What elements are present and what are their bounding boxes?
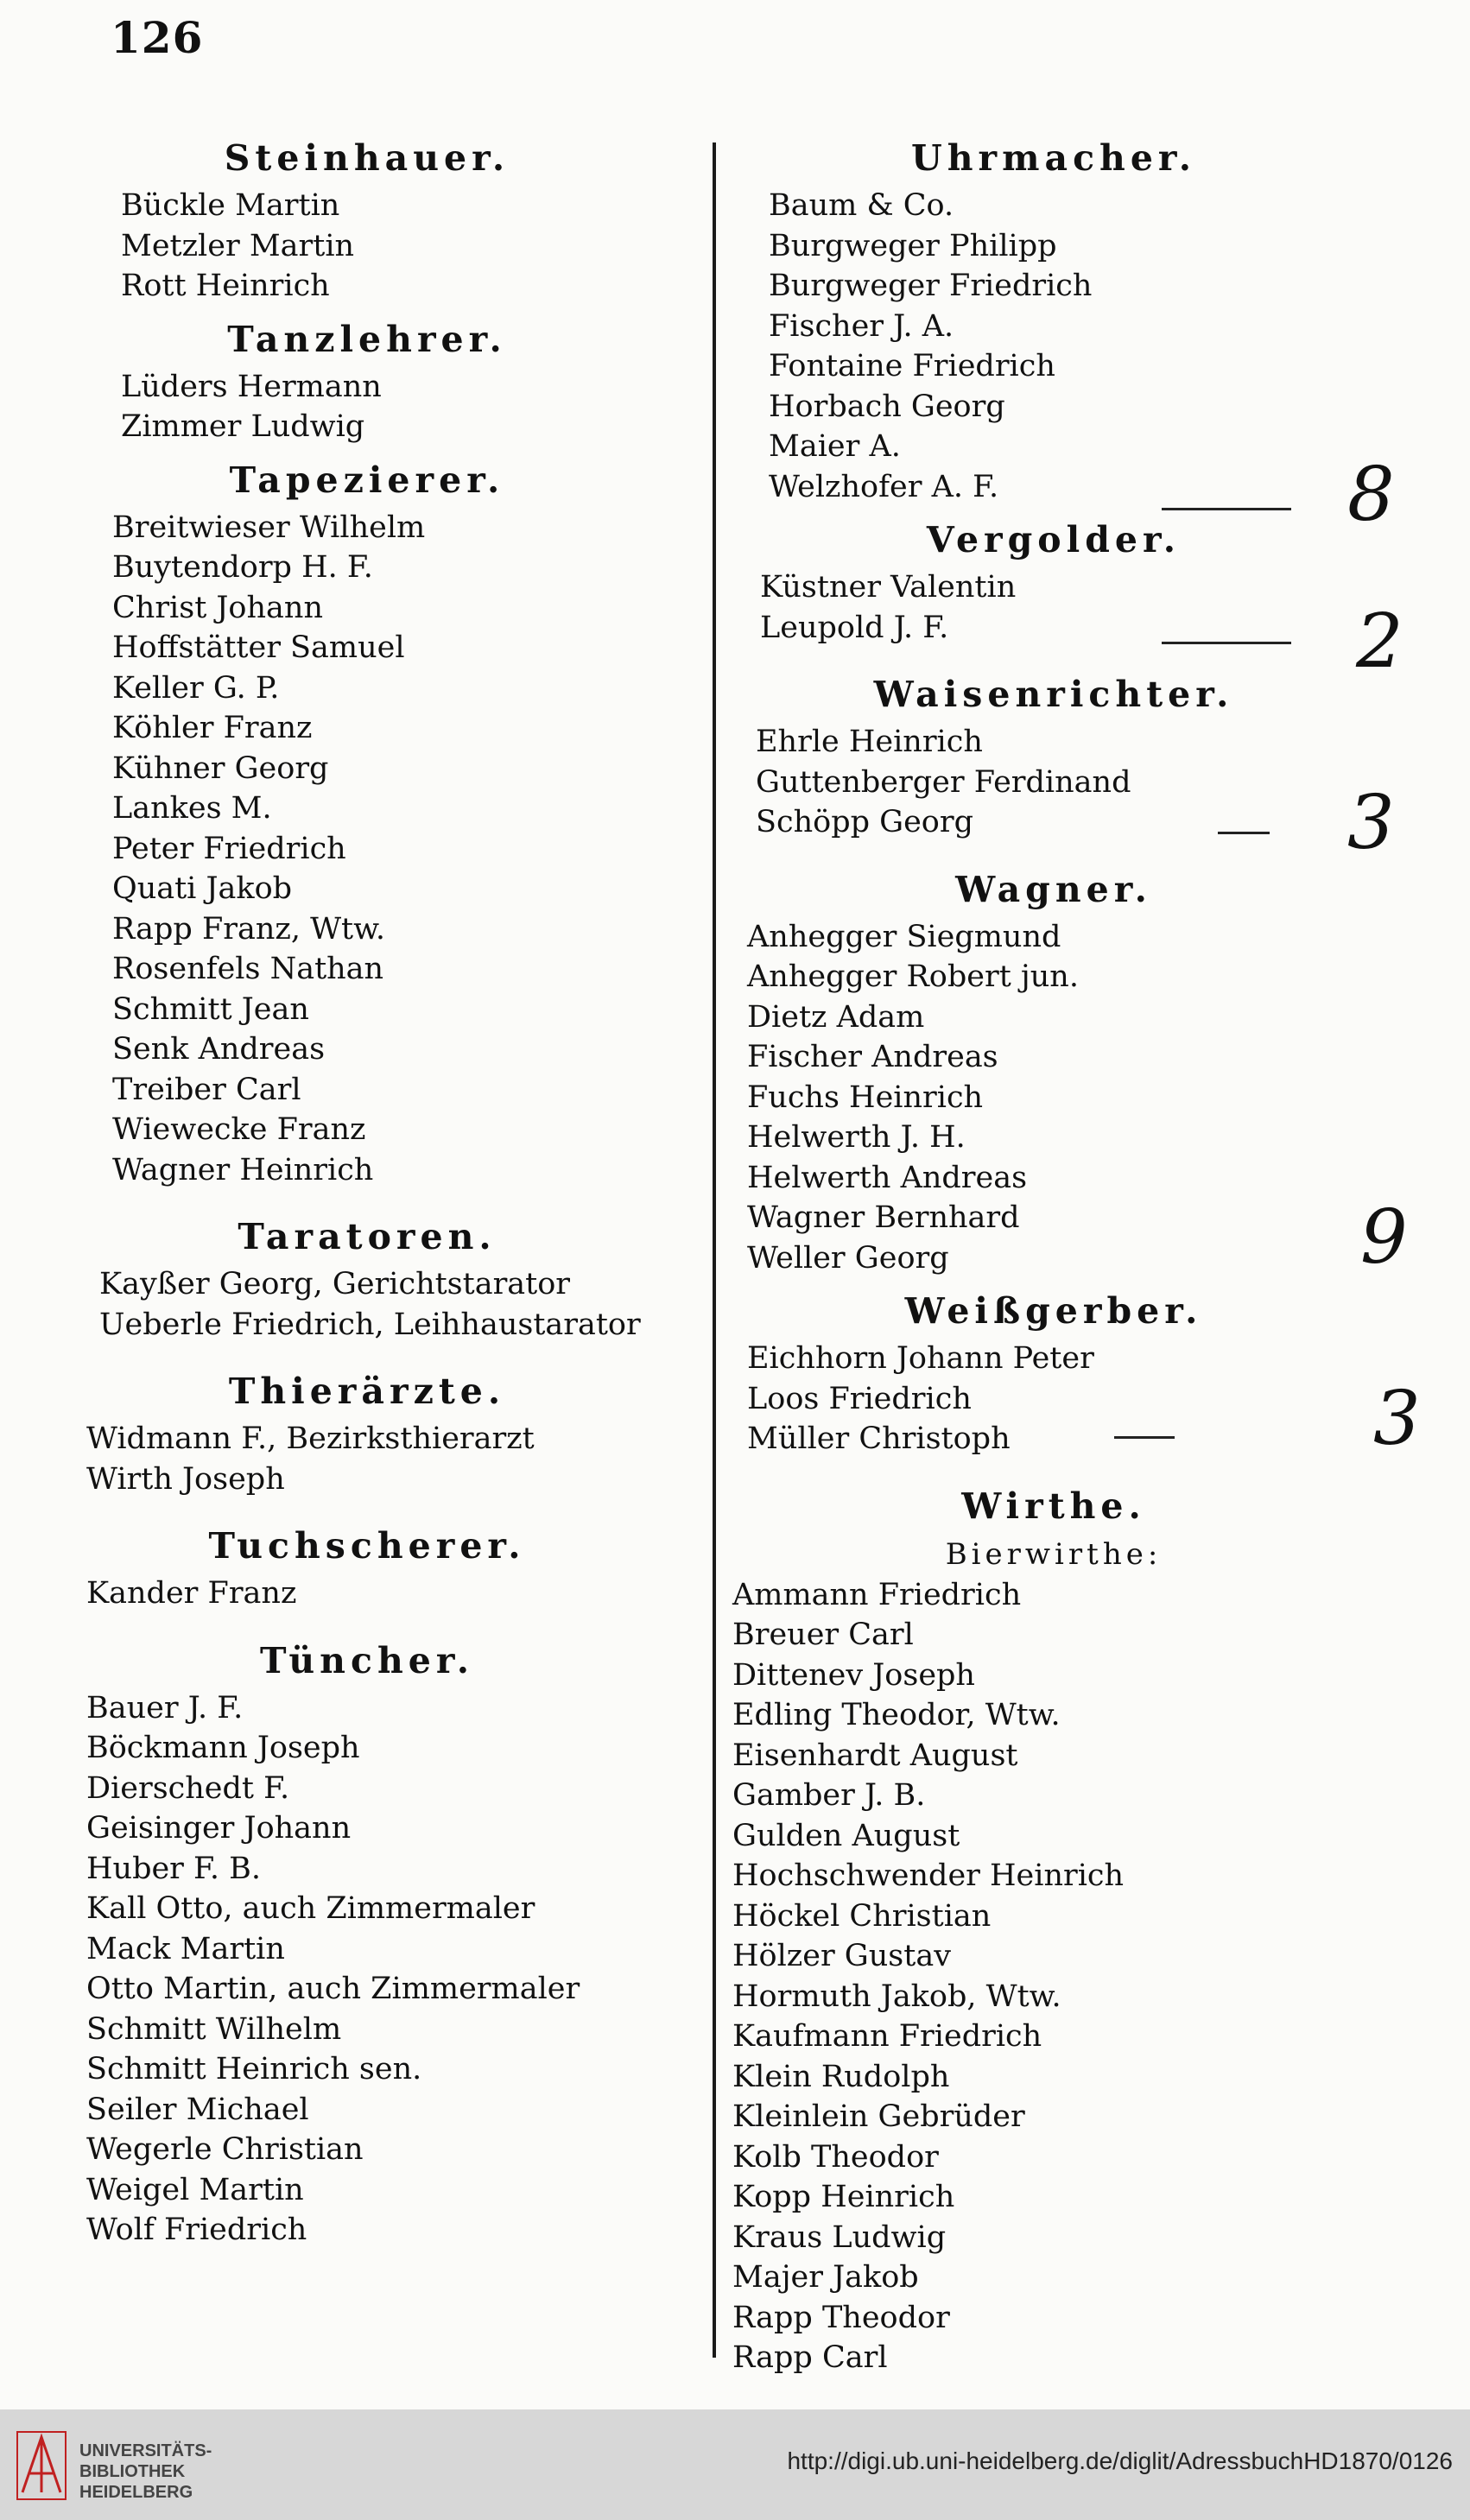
list-item: Quati Jakob [112, 871, 293, 906]
list-item: Kayßer Georg, Gerichtstarator [99, 1267, 571, 1301]
list-item: Rapp Franz, Wtw. [112, 911, 386, 947]
list-item: Huber F. B. [86, 1851, 261, 1886]
list-item: Eichhorn Johann Peter [747, 1341, 1094, 1376]
handwritten-note: 2 [1356, 598, 1403, 685]
section-taratoren [60, 1209, 674, 1345]
list-item: Schmitt Jean [112, 991, 309, 1027]
list-item: Widmann F., Bezirksthierarzt [86, 1421, 535, 1456]
list-item: Kleinlein Gebrüder [732, 2099, 1025, 2134]
handwritten-note: 8 [1347, 452, 1395, 538]
list-item: Ehrle Heinrich [756, 725, 983, 759]
institution-line: UNIVERSITÄTS- [79, 2441, 212, 2460]
list-item: Senk Andreas [112, 1032, 326, 1067]
list-item: Gulden August [732, 1818, 960, 1853]
list-item: Breitwieser Wilhelm [112, 510, 426, 545]
section-wirthe [708, 1478, 1399, 2378]
list-item: Fontaine Friedrich [769, 349, 1055, 383]
list-item: Treiber Carl [112, 1072, 301, 1107]
institution-line: HEIDELBERG [79, 2483, 193, 2502]
list-item: Seiler Michael [86, 2092, 309, 2127]
list-item: Edling Theodor, Wtw. [732, 1698, 1061, 1732]
section-tapezierer [60, 453, 674, 1191]
section-tuchscherer [60, 1518, 674, 1614]
list-item: Wolf Friedrich [86, 2213, 307, 2247]
section-weissgerber [708, 1283, 1399, 1459]
list-item: Leupold J. F. [760, 610, 949, 645]
list-item: Köhler Franz [112, 711, 313, 745]
section-steinhauer [60, 130, 674, 307]
list-item: Rosenfels Nathan [112, 952, 384, 986]
institution-name [79, 2441, 212, 2503]
list-item: Hölzer Gustav [732, 1939, 951, 1973]
list-item: Wegerle Christian [86, 2132, 364, 2167]
list-item: Ueberle Friedrich, Leihhaustarator [99, 1307, 641, 1342]
list-item: Fischer Andreas [747, 1040, 998, 1074]
handwritten-note: 9 [1360, 1194, 1408, 1281]
section-heading: Steinhauer. [224, 137, 510, 179]
list-item: Bauer J. F. [86, 1690, 244, 1725]
list-item: Fuchs Heinrich [747, 1080, 984, 1115]
list-item: Schmitt Heinrich sen. [86, 2052, 422, 2086]
list-item: Maier A. [769, 429, 901, 464]
list-item: Christ Johann [112, 590, 323, 625]
list-item: Rott Heinrich [121, 269, 330, 303]
page-number: 126 [111, 12, 204, 63]
list-item: Burgweger Philipp [769, 228, 1057, 263]
handwritten-dash [1218, 832, 1270, 834]
list-item: Lankes M. [112, 791, 272, 826]
section-heading: Vergolder. [926, 519, 1182, 560]
list-item: Otto Martin, auch Zimmermaler [86, 1972, 580, 2006]
list-item: Helwerth Andreas [747, 1160, 1028, 1195]
list-item: Mack Martin [86, 1931, 285, 1966]
section-wagner [708, 862, 1399, 1279]
list-item: Wirth Joseph [86, 1461, 285, 1497]
list-item: Hormuth Jakob, Wtw. [732, 1979, 1061, 2014]
list-item: Hoffstätter Samuel [112, 630, 405, 665]
section-heading: Wagner. [955, 868, 1152, 910]
list-item: Küstner Valentin [760, 570, 1017, 605]
section-waisenrichter [708, 667, 1399, 843]
list-item: Peter Friedrich [112, 831, 346, 866]
list-item: Anhegger Siegmund [747, 919, 1061, 954]
list-item: Metzler Martin [121, 228, 355, 263]
list-item: Wagner Heinrich [112, 1152, 374, 1187]
list-item: Kühner Georg [112, 750, 329, 786]
list-item: Weigel Martin [86, 2172, 304, 2207]
list-item: Kander Franz [86, 1576, 297, 1611]
list-item: Kall Otto, auch Zimmermaler [86, 1891, 535, 1926]
list-item: Eisenhardt August [732, 1738, 1018, 1773]
section-heading: Taratoren. [238, 1216, 497, 1257]
left-column [60, 125, 674, 2251]
list-item: Klein Rudolph [732, 2059, 950, 2094]
list-item: Loos Friedrich [747, 1381, 972, 1416]
list-item: Rapp Theodor [732, 2300, 950, 2335]
list-item: Ammann Friedrich [732, 1577, 1022, 1612]
section-heading: Tapezierer. [229, 459, 505, 501]
list-item: Guttenberger Ferdinand [756, 764, 1131, 800]
list-item: Bückle Martin [121, 188, 340, 223]
section-heading: Tanzlehrer. [227, 318, 507, 360]
list-item: Fischer J. A. [769, 308, 954, 344]
section-tuencher [60, 1633, 674, 2251]
list-item: Lüders Hermann [121, 369, 382, 404]
list-item: Müller Christoph [747, 1421, 1011, 1456]
list-item: Böckmann Joseph [86, 1731, 360, 1765]
section-subheading: Bierwirthe: [945, 1536, 1163, 1572]
list-item: Majer Jakob [732, 2260, 919, 2295]
section-uhrmacher [708, 130, 1399, 507]
list-item: Baum & Co. [769, 188, 954, 223]
list-item: Kaufmann Friedrich [732, 2019, 1042, 2054]
section-vergolder [708, 512, 1399, 648]
list-item: Horbach Georg [769, 389, 1005, 424]
list-item: Hochschwender Heinrich [732, 1858, 1125, 1893]
handwritten-dash [1162, 508, 1291, 510]
section-thieraerzte [60, 1364, 674, 1499]
list-item: Schmitt Wilhelm [86, 2011, 342, 2047]
list-item: Helwerth J. H. [747, 1120, 966, 1155]
handwritten-dash [1114, 1436, 1175, 1439]
list-item: Keller G. P. [112, 670, 280, 706]
list-item: Weller Georg [747, 1240, 949, 1276]
section-heading: Weißgerber. [904, 1290, 1203, 1332]
list-item: Kraus Ludwig [732, 2219, 947, 2255]
list-item: Kopp Heinrich [732, 2180, 955, 2214]
list-item: Kolb Theodor [732, 2139, 939, 2175]
list-item: Höckel Christian [732, 1898, 992, 1934]
source-url[interactable]: http://digi.ub.uni-heidelberg.de/diglit/AdressbuchHD1870/0126 [787, 2447, 1453, 2474]
list-item: Geisinger Johann [86, 1811, 352, 1846]
list-item: Dierschedt F. [86, 1770, 290, 1806]
section-heading: Waisenrichter. [873, 674, 1234, 715]
list-item: Burgweger Friedrich [769, 269, 1093, 303]
list-item: Buytendorp H. F. [112, 550, 373, 585]
section-tanzlehrer [60, 312, 674, 447]
section-heading: Tüncher. [260, 1639, 474, 1681]
list-item: Dittenev Joseph [732, 1657, 975, 1693]
list-item: Wagner Bernhard [747, 1200, 1020, 1235]
institution-line: BIBLIOTHEK [79, 2462, 186, 2481]
library-footer [0, 2409, 1470, 2520]
handwritten-dash [1162, 642, 1291, 644]
list-item: Gamber J. B. [732, 1778, 926, 1813]
list-item: Zimmer Ludwig [121, 409, 365, 444]
handwritten-note: 3 [1347, 780, 1395, 866]
library-logo-icon [16, 2428, 67, 2501]
list-item: Dietz Adam [747, 999, 925, 1035]
handwritten-note: 3 [1373, 1376, 1421, 1462]
section-heading: Thierärzte. [228, 1371, 506, 1412]
list-item: Rapp Carl [732, 2340, 888, 2375]
list-item: Schöpp Georg [756, 805, 974, 839]
list-item: Wiewecke Franz [112, 1112, 366, 1147]
list-item: Breuer Carl [732, 1618, 914, 1652]
section-heading: Uhrmacher. [910, 137, 1197, 179]
section-heading: Wirthe. [961, 1485, 1146, 1527]
right-column [708, 125, 1399, 2378]
list-item: Welzhofer A. F. [769, 469, 999, 504]
list-item: Anhegger Robert jun. [747, 959, 1079, 994]
section-heading: Tuchscherer. [208, 1525, 526, 1567]
